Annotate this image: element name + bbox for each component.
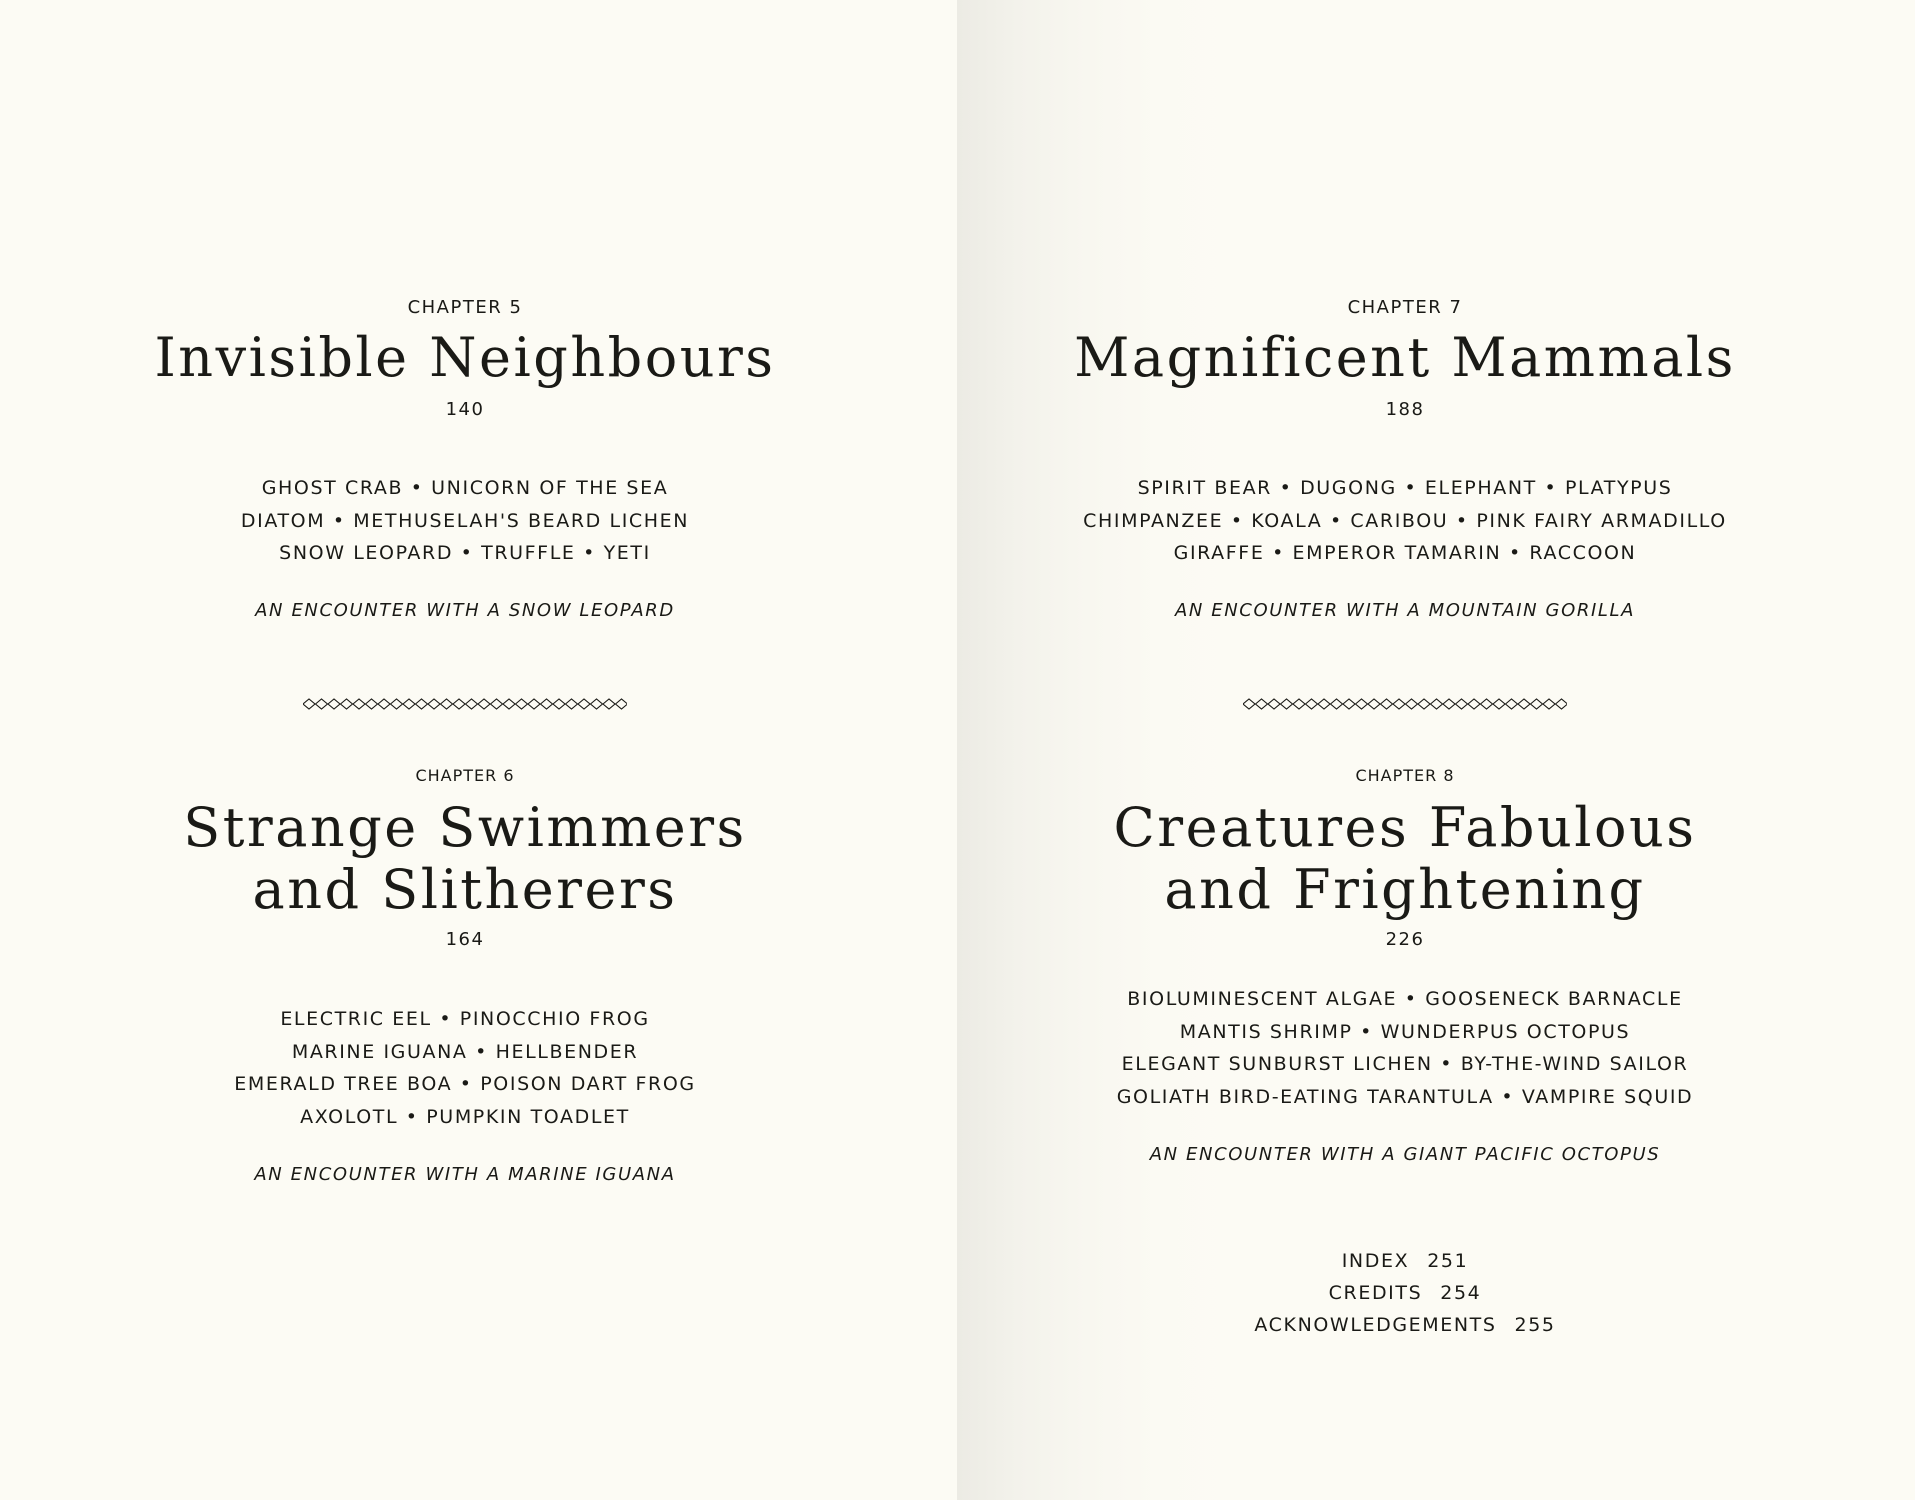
topic-line: GIRAFFE • EMPEROR TAMARIN • RACCOON: [1173, 542, 1637, 564]
diamond-shape: [378, 699, 390, 709]
diamond-shape: [541, 699, 553, 709]
diamond-shape: [441, 699, 453, 709]
diamond-shape: [1306, 699, 1318, 709]
topic-line: MANTIS SHRIMP • WUNDERPUS OCTOPUS: [1179, 1020, 1631, 1043]
diamond-shape: [578, 699, 590, 709]
diamond-shape: [428, 699, 440, 709]
diamond-shape: [1518, 699, 1530, 709]
chapter-6-title-line-2: and Slitherers: [252, 858, 678, 921]
diamond-shape: [1443, 699, 1455, 709]
chapter-6-title-line-1: Strange Swimmers: [183, 796, 747, 859]
diamond-shape: [353, 699, 365, 709]
diamond-shape: [1356, 699, 1368, 709]
backmatter-label: INDEX: [1341, 1250, 1410, 1272]
diamond-shape: [466, 699, 478, 709]
backmatter-label: CREDITS: [1328, 1282, 1423, 1304]
chapter-7-title: Magnificent Mammals: [1074, 326, 1736, 389]
diamond-shape: [1468, 699, 1480, 709]
backmatter-page: 254: [1440, 1282, 1482, 1304]
divider-svg: [303, 698, 627, 710]
diamond-shape: [1368, 699, 1380, 709]
diamond-shape: [1406, 699, 1418, 709]
diamond-shape: [416, 699, 428, 709]
topic-line: GHOST CRAB • UNICORN OF THE SEA: [261, 477, 669, 499]
diamond-shape: [1506, 699, 1518, 709]
diamond-shape: [1343, 699, 1355, 709]
chapter-8-label: CHAPTER 8: [1355, 766, 1455, 785]
chapter-7-label: CHAPTER 7: [1347, 297, 1463, 318]
topic-line: GOLIATH BIRD-EATING TARANTULA • VAMPIRE SQUID: [1116, 1085, 1694, 1108]
diamond-shape: [1481, 699, 1493, 709]
chapter-6-page-number: 164: [445, 929, 485, 950]
chapter-8-encounter: AN ENCOUNTER WITH A GIANT PACIFIC OCTOPUS: [1149, 1144, 1661, 1165]
topic-line: ELECTRIC EEL • PINOCCHIO FROG: [280, 1008, 650, 1030]
topic-line: SNOW LEOPARD • TRUFFLE • YETI: [279, 542, 651, 564]
diamond-shape: [1543, 699, 1555, 709]
diamond-shape: [1256, 699, 1268, 709]
diamond-shape: [503, 699, 515, 709]
diamond-shape: [478, 699, 490, 709]
chapter-7-encounter: AN ENCOUNTER WITH A MOUNTAIN GORILLA: [1174, 599, 1636, 621]
divider-svg: [1243, 698, 1567, 710]
diamond-shape: [603, 699, 615, 709]
backmatter-entry-acknowledgements[interactable]: [1025, 1309, 1785, 1341]
diamond-shape: [591, 699, 603, 709]
backmatter-page: 255: [1514, 1314, 1556, 1336]
left-divider: [85, 698, 845, 710]
diamond-shape: [1456, 699, 1468, 709]
diamond-shape: [453, 699, 465, 709]
diamond-shape: [566, 699, 578, 709]
diamond-chain-ornament-icon: [85, 698, 845, 710]
diamond-shape: [616, 699, 628, 709]
chapter-5-label: CHAPTER 5: [407, 297, 523, 318]
diamond-shape: [1431, 699, 1443, 709]
chapter-8-page-number: 226: [1385, 929, 1425, 950]
topic-line: AXOLOTL • PUMPKIN TOADLET: [300, 1105, 630, 1128]
chapter-5-title: Invisible Neighbours: [154, 326, 776, 389]
right-page: [957, 0, 1915, 1500]
topic-line: CHIMPANZEE • KOALA • CARIBOU • PINK FAIRY ARMADILLO: [1083, 509, 1727, 532]
topic-line: ELEGANT SUNBURST LICHEN • BY-THE-WIND SAILOR: [1121, 1053, 1689, 1075]
chapter-6-label: CHAPTER 6: [415, 766, 515, 785]
diamond-shape: [1393, 699, 1405, 709]
diamond-shape: [303, 699, 315, 709]
chapter-6-topics: [85, 1003, 845, 1133]
chapter-8-title-line-1: Creatures Fabulous: [1113, 796, 1697, 859]
diamond-shape: [1556, 699, 1568, 709]
diamond-shape: [403, 699, 415, 709]
diamond-shape: [1531, 699, 1543, 709]
topic-line: EMERALD TREE BOA • POISON DART FROG: [234, 1073, 696, 1095]
chapter-6-encounter: AN ENCOUNTER WITH A MARINE IGUANA: [254, 1164, 676, 1185]
diamond-shape: [1268, 699, 1280, 709]
backmatter-entry-credits[interactable]: [1025, 1277, 1785, 1309]
chapter-7-block: [1025, 297, 1785, 622]
left-page: [0, 0, 957, 1500]
chapter-5-page-number: 140: [445, 399, 485, 420]
chapter-6-block: [85, 765, 845, 1186]
diamond-shape: [366, 699, 378, 709]
backmatter-label: ACKNOWLEDGEMENTS: [1254, 1314, 1497, 1336]
backmatter-page: 251: [1427, 1250, 1469, 1272]
chapter-8-topics: [1025, 983, 1785, 1113]
diamond-shape: [391, 699, 403, 709]
diamond-shape: [1493, 699, 1505, 709]
diamond-shape: [1318, 699, 1330, 709]
diamond-chain-ornament-icon: [1025, 698, 1785, 710]
diamond-shape: [1418, 699, 1430, 709]
diamond-shape: [1381, 699, 1393, 709]
diamond-shape: [491, 699, 503, 709]
diamond-shape: [1243, 699, 1255, 709]
topic-line: SPIRIT BEAR • DUGONG • ELEPHANT • PLATYPUS: [1137, 477, 1673, 499]
diamond-shape: [528, 699, 540, 709]
diamond-shape: [328, 699, 340, 709]
chapter-5-topics: [85, 472, 845, 570]
backmatter-entry-index[interactable]: [1025, 1245, 1785, 1277]
diamond-shape: [553, 699, 565, 709]
diamond-shape: [316, 699, 328, 709]
topic-line: BIOLUMINESCENT ALGAE • GOOSENECK BARNACLE: [1127, 988, 1683, 1010]
chapter-5-block: [85, 297, 845, 622]
chapter-8-block: [1025, 765, 1785, 1341]
topic-line: MARINE IGUANA • HELLBENDER: [291, 1040, 639, 1063]
diamond-shape: [1281, 699, 1293, 709]
diamond-shape: [1293, 699, 1305, 709]
backmatter-list: [1025, 1245, 1785, 1341]
chapter-7-page-number: 188: [1385, 399, 1425, 420]
chapter-5-encounter: AN ENCOUNTER WITH A SNOW LEOPARD: [255, 599, 675, 621]
chapter-7-topics: [1025, 472, 1785, 570]
right-divider: [1025, 698, 1785, 710]
diamond-shape: [1331, 699, 1343, 709]
diamond-shape: [516, 699, 528, 709]
chapter-8-title-line-2: and Frightening: [1164, 858, 1646, 921]
topic-line: DIATOM • METHUSELAH'S BEARD LICHEN: [240, 509, 690, 532]
diamond-shape: [341, 699, 353, 709]
